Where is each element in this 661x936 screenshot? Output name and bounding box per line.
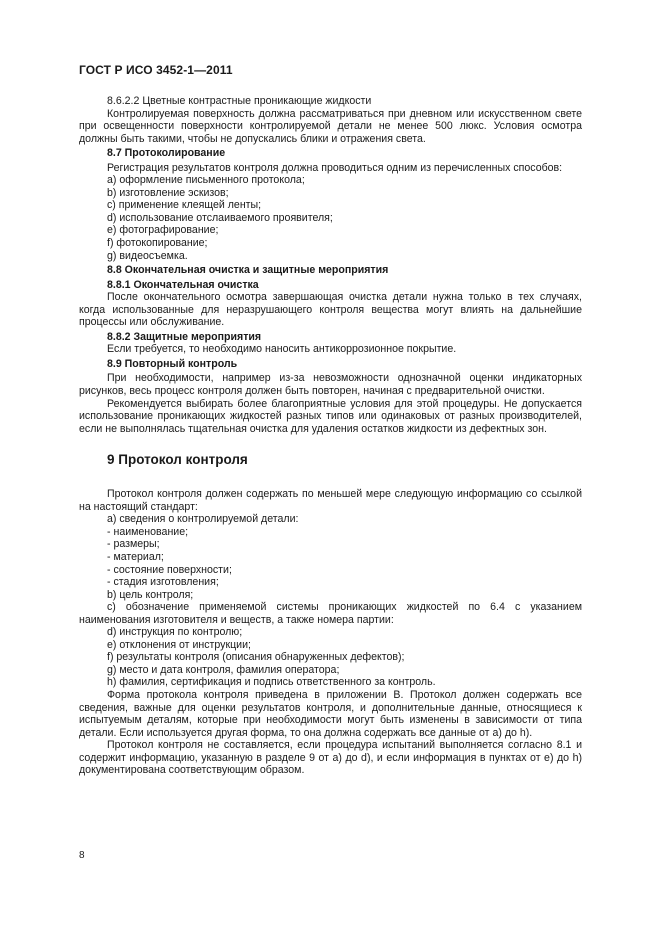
section-8-8-2-heading: 8.8.2 Защитные мероприятия [107, 330, 262, 343]
section-8-8-1-text: После окончательного осмотра завершающая очистка детали нужна только в тех случаях, когда использованные для неразрушающего контроля вещества могут влиять на дальнейшие процессы или обслуживание. [79, 291, 582, 329]
list-item: h) фамилия, сертификация и подпись ответственного за контроль. [107, 676, 436, 689]
document-code-header: ГОСТ Р ИСО 3452-1—2011 [79, 63, 233, 77]
list-item: e) отклонения от инструкции; [107, 638, 251, 651]
list-subitem: - стадия изготовления; [107, 576, 219, 589]
list-item: f) фотокопирование; [107, 237, 208, 250]
list-item: a) сведения о контролируемой детали: [107, 513, 299, 526]
section-9-paragraph-1: Форма протокола контроля приведена в приложении В. Протокол должен содержать все сведения, важные для оценки результатов контроля, и дополнительные данные, относящиеся к испытуемым деталям, которые при необходимости могут быть изменены в зависимости от типа детали. Если используется другая форма, то она должна содержать все данные от a) до h). [79, 688, 582, 739]
list-item: c) обозначение применяемой системы проникающих жидкостей по 6.4 с указанием наименования изготовителя и веществ, а также номера партии: [79, 601, 582, 626]
list-item: c) применение клеящей ленты; [107, 199, 262, 212]
section-8-8-heading: 8.8 Окончательная очистка и защитные мероприятия [107, 264, 389, 277]
list-item: b) изготовление эскизов; [107, 186, 229, 199]
section-8-8-1-heading: 8.8.1 Окончательная очистка [107, 278, 259, 291]
list-item: a) оформление письменного протокола; [107, 174, 305, 187]
page-content [79, 95, 582, 777]
section-9-heading: 9 Протокол контроля [107, 452, 248, 468]
list-subitem: - размеры; [107, 538, 160, 551]
section-9-intro: Протокол контроля должен содержать по меньшей мере следующую информацию со ссылкой на настоящий стандарт: [79, 488, 582, 513]
list-item: g) место и дата контроля, фамилия оператора; [107, 663, 340, 676]
list-item: g) видеосъемка. [107, 249, 188, 262]
list-item: b) цель контроля; [107, 588, 194, 601]
list-subitem: - состояние поверхности; [107, 563, 232, 576]
section-8-9-text-2: Рекомендуется выбирать более благоприятные условия для этой процедуры. Не допускается использование проникающих жидкостей разных типов или одинаковых от разных производителей, если не выполнялась тщательная очистка для удаления остатков жидкости из дефектных зон. [79, 397, 582, 435]
list-subitem: - наименование; [107, 525, 189, 538]
section-8-7-intro: Регистрация результатов контроля должна проводиться одним из перечисленных способов: [107, 161, 563, 174]
list-item: f) результаты контроля (описания обнаруженных дефектов); [107, 651, 405, 664]
section-8-9-text-1: При необходимости, например из-за невозможности однозначной оценки индикаторных рисунков, весь процесс контроля должен быть повторен, начиная с предварительной очистки. [79, 372, 582, 398]
page-number: 8 [79, 850, 85, 861]
section-8-8-2-text: Если требуется, то необходимо наносить антикоррозионное покрытие. [107, 343, 457, 356]
list-item: e) фотографирование; [107, 224, 219, 237]
section-9-paragraph-2: Протокол контроля не составляется, если процедура испытаний выполняется согласно 8.1 и содержит информацию, указанную в разделе 9 от a) до d), и если информация в пунктах от e) до h) документирована соответствующим образом. [79, 739, 582, 777]
section-8-9-heading: 8.9 Повторный контроль [107, 357, 238, 370]
list-item: d) использование отслаиваемого проявителя; [107, 211, 333, 224]
section-8-6-2-2-text: Контролируемая поверхность должна рассматриваться при дневном или искусственном свете при освещенности поверхности контролируемой детали не менее 500 люкс. Условия осмотра должны быть такими, чтобы не допускались блики и отражения света. [79, 107, 582, 145]
section-8-6-2-2-heading: 8.6.2.2 Цветные контрастные проникающие жидкости [107, 95, 372, 107]
list-subitem: - материал; [107, 550, 164, 563]
list-item: d) инструкция по контролю; [107, 626, 243, 639]
section-8-7-heading: 8.7 Протоколирование [107, 147, 226, 160]
